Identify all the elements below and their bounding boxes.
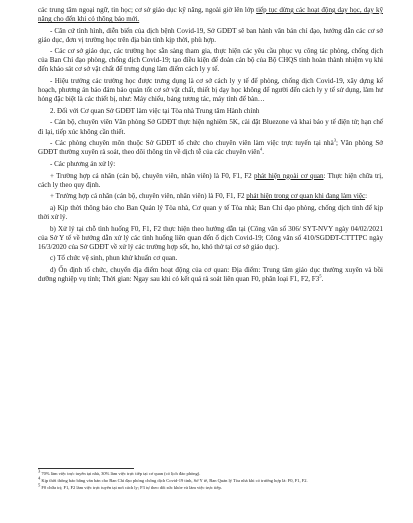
paragraph-text: ; Văn phòng Sở GDĐT thường xuyên rà soát, theo dõi thông tin về dịch tễ của các chuyên viên (38, 139, 383, 157)
paragraph-departments (38, 139, 383, 157)
footnote-mark: 3 (38, 468, 41, 474)
paragraph-text: . (262, 148, 264, 157)
footnote-4 (38, 475, 383, 484)
paragraph-step-c: c) Tổ chức vệ sinh, phun khử khuẩn cơ quan. (50, 254, 178, 263)
paragraph-text: + Trường hợp cá nhân (cán bộ, chuyên viên, nhân viên) là F0, F1, F2 (50, 171, 254, 180)
paragraph-guidance: - Căn cứ tình hình, diễn biến của dịch bệnh Covid-19, Sở GDĐT sẽ ban hành văn bản chỉ đạo, hướng dẫn các cơ sở giáo dục, đơn vị trường học trên địa bàn tỉnh kịp thời, phù hợp. (38, 26, 383, 44)
paragraph-handling-plans: - Các phương án xử lý: (50, 159, 116, 168)
footnote-text: F0 chữa trị; F1, F2 làm việc trực tuyến tại nơi cách ly; F3 tự theo dõi sức khỏe và làm việc trực tiếp. (40, 484, 222, 490)
paragraph-continuation (38, 6, 383, 24)
paragraph-office-staff (38, 118, 383, 136)
paragraph-text: d) Ổn định tổ chức, chuyển địa điểm hoạt động của cơ quan: Địa điểm: Trung tâm giáo dục thường xuyên và bồi dưỡng nghiệp vụ tỉnh; Thời gian: Ngay sau khi có kết quả rà soát liên quan F0, phân loại F1, F2, F3 (38, 265, 383, 283)
paragraph-text: : Thực hiện chữa trị, cách ly theo quy định. (38, 171, 383, 189)
paragraph-step-d (38, 266, 383, 284)
footnote-ref-4: 4 (259, 146, 263, 152)
section-heading-2: 2. Đối với Cơ quan Sở GDĐT làm việc tại Tòa nhà Trung tâm Hành chính (50, 106, 260, 115)
paragraph-principal-duties: - Hiệu trưởng các trường học được trưng dụng là cơ sở cách ly y tế để phòng, chống dịch Covid-19, xây dựng kế hoạch, phương án bảo đảm bảo quản tốt cơ sở vật chất, thiết bị dạy học không để người đến cách ly y tế sử dụng, làm hư hỏng đặc biệt là các thiết bị, như: Máy chiếu, bảng tương tác, máy tính để bàn… (38, 77, 383, 104)
footnote-text: Kịp thời thông báo bằng văn bản cho Ban Chỉ đạo phòng chống dịch Covid-19 tỉnh, Sở Y tế, Ban Quản lý Tòa nhà khi có trường hợp là: F0, F1, F2. (40, 477, 308, 483)
paragraph-text: : (365, 192, 368, 201)
document-body (38, 6, 383, 287)
paragraph-step-a: a) Kịp thời thông báo cho Ban Quản lý Tòa nhà, Cơ quan y tế Tòa nhà; Ban Chỉ đạo phòng, chống dịch tỉnh để kịp thời xử lý. (38, 203, 383, 221)
footnotes (38, 468, 383, 492)
paragraph-text: . (321, 274, 324, 283)
underlined-phrase: phát hiện ngoài cơ quan (253, 171, 324, 180)
footnote-ref-3: 3 (333, 137, 336, 143)
paragraph-text: - Cán bộ, chuyên viên Văn phòng Sở GDĐT thực hiện nghiêm 5K, cài đặt Bluezone và khai báo y tế điện tử; hạn chế đi lại, tiếp xúc không cần thiết. (38, 118, 383, 136)
footnote-3 (38, 468, 383, 477)
underlined-instruction: tiếp tục dừng các hoạt động dạy học, dạy kỹ năng cho đến khi có thông báo mới. (38, 6, 383, 24)
underlined-phrase: phát hiện trong cơ quan khi đang làm việc (246, 192, 366, 201)
footnote-text: 70% làm việc trực tuyến tại nhà, 30% làm việc trực tiếp tại cơ quan (có lịch đảo phòng). (40, 471, 201, 476)
footnote-mark: 5 (38, 482, 41, 488)
paragraph-text: + Trường hợp cá nhân (cán bộ, chuyên viên, nhân viên) là F0, F1, F2 (50, 192, 247, 201)
footnote-separator (38, 468, 134, 469)
footnote-mark: 4 (38, 475, 41, 481)
paragraph-step-b: b) Xử lý tại chỗ tình huống F0, F1, F2 thực hiện theo hướng dẫn tại (Công văn số 306/ SYT-NVY ngày 04/02/2021 của Sở Y tế về hướng dẫn xử lý các tình huống liên quan đến ổ dịch Covid-19; Công văn số 410/SGDĐT-CTTTPC ngày 16/3/2020 của Sở GDĐT về xử lý các trường hợp sốt, ho, khó thở tại cơ sở giáo dục). (38, 224, 383, 251)
paragraph-text: - Các phòng chuyên môn thuộc Sở GDĐT tổ chức cho chuyên viên làm việc trực tuyến tại nhà (50, 139, 334, 148)
footnote-ref-5: 5 (319, 273, 322, 279)
paragraph-facility-support: - Các cơ sở giáo dục, các trường học sẵn sàng tham gia, thực hiện các yêu cầu phục vụ công tác phòng, chống dịch của Ban Chỉ đạo phòng, chống dịch Covid-19; tạo điều kiện để đoàn cán bộ của Bộ CHQS tỉnh hoàn thành nhiệm vụ khi đến khảo sát cơ sở vật chất để trưng dụng làm điểm cách ly y tế. (38, 47, 383, 74)
footnote-5 (38, 482, 383, 491)
paragraph-text: các trung tâm ngoại ngữ, tin học; cơ sở giáo dục kỹ năng, ngoài giờ lên lớp (38, 6, 257, 14)
paragraph-case-inside (38, 192, 383, 201)
paragraph-case-outside (38, 172, 383, 190)
